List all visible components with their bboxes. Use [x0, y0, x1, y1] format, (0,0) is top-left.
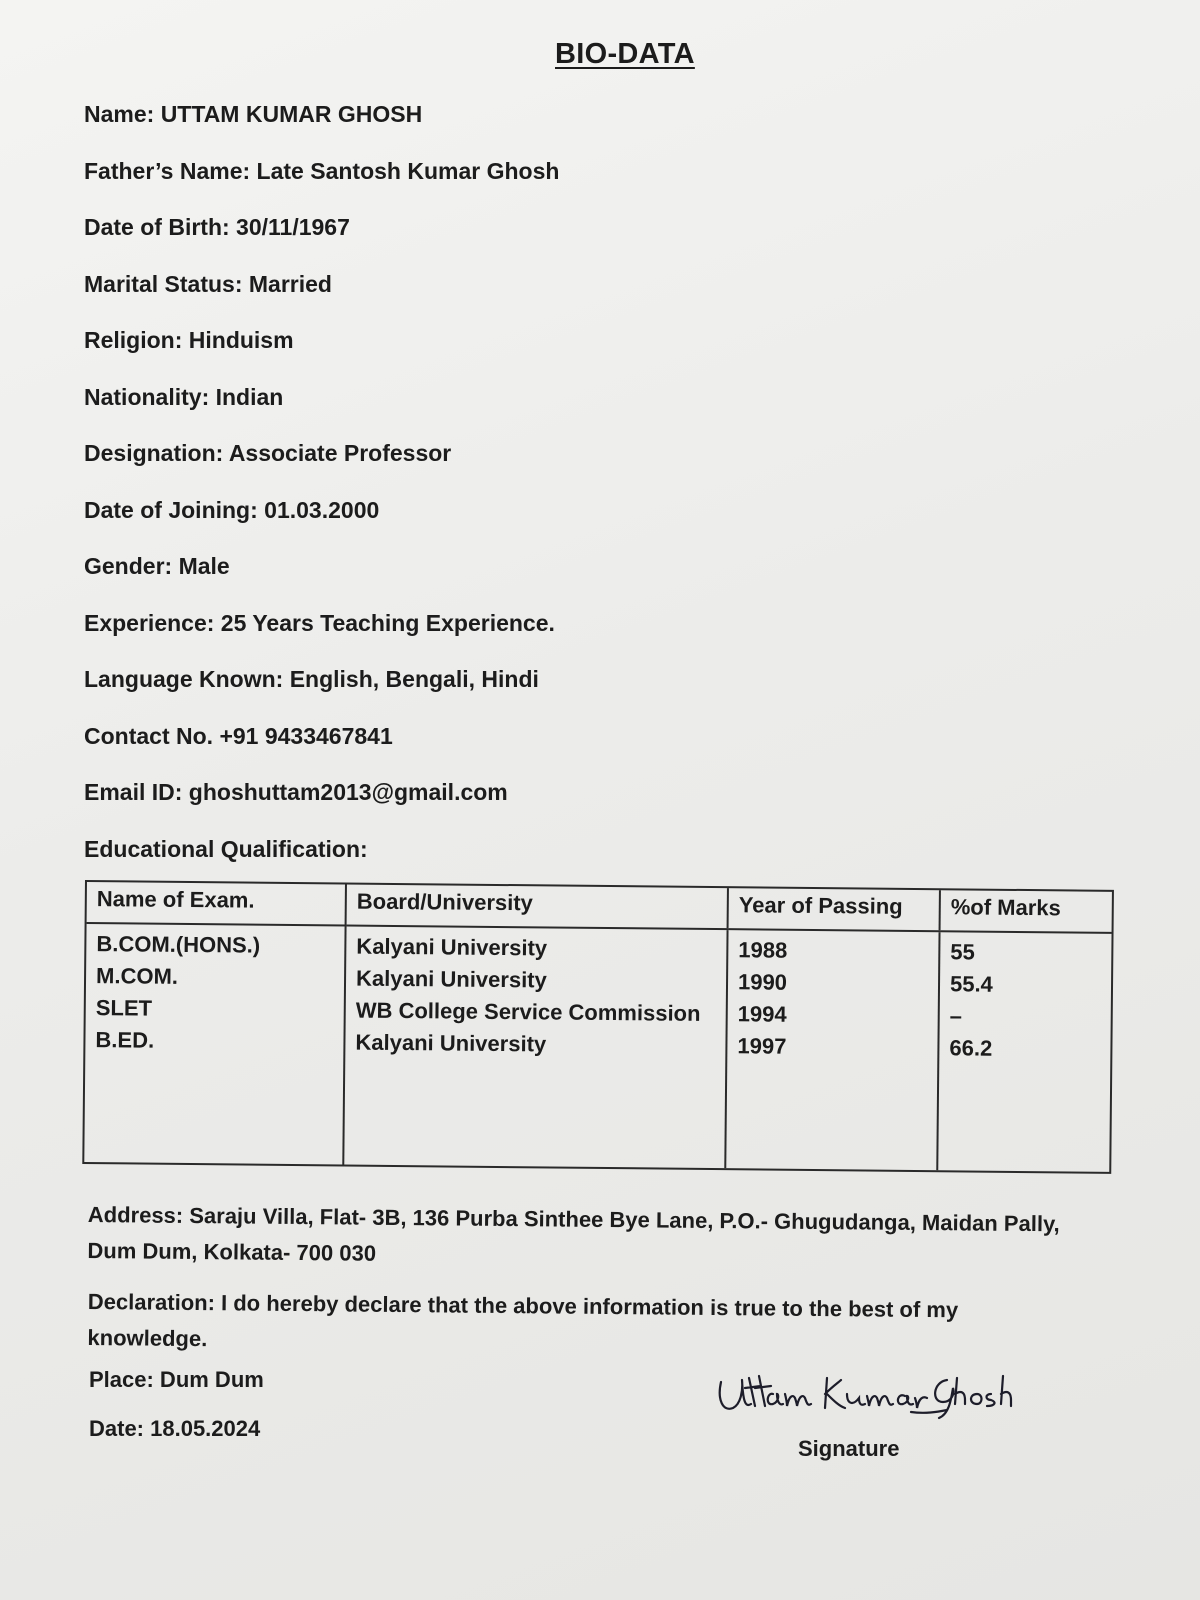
exam-cell: M.COM. [95, 963, 179, 989]
field-name: Name: UTTAM KUMAR GHOSH [84, 101, 423, 127]
field-education-heading: Educational Qualification: [84, 835, 368, 862]
exam-cell: SLET [95, 995, 153, 1021]
board-cell: WB College Service Commission [355, 997, 701, 1026]
field-fathers-name: Father’s Name: Late Santosh Kumar Ghosh [84, 157, 560, 184]
field-religion: Religion: Hinduism [84, 327, 294, 353]
field-email: Email ID: ghoshuttam2013@gmail.com [84, 779, 508, 805]
header-marks: %of Marks [940, 890, 1112, 933]
field-designation: Designation: Associate Professor [84, 440, 452, 466]
handwritten-signature [715, 1370, 1015, 1420]
year-cell: 1997 [737, 1033, 787, 1059]
board-cell: Kalyani University [355, 1029, 547, 1057]
signature-label: Signature [798, 1436, 900, 1461]
header-board: Board/University [346, 885, 728, 930]
field-contact: Contact No. +91 9433467841 [84, 722, 393, 749]
declaration-text: Declaration: I do hereby declare that the above information is true to the best of my knowledge. [87, 1288, 959, 1352]
marks-cell: 55.4 [949, 971, 993, 997]
exam-column [84, 923, 345, 1164]
board-cell: Kalyani University [356, 933, 548, 961]
marks-column [937, 931, 1111, 1172]
marks-cell: – [949, 1003, 963, 1029]
field-date-of-joining: Date of Joining: 01.03.2000 [84, 496, 380, 523]
exam-cell: B.ED. [95, 1027, 155, 1053]
marks-cell: 66.2 [949, 1035, 993, 1061]
exam-cell: B.COM.(HONS.) [96, 931, 261, 958]
marks-cell: 55 [950, 939, 975, 965]
address-text: Address: Saraju Villa, Flat- 3B, 136 Purba Sinthee Bye Lane, P.O.- Ghugudanga, Maidan Pally, Dum Dum, Kolkata- 700 030 [87, 1201, 1060, 1266]
field-date-of-birth: Date of Birth: 30/11/1967 [84, 214, 350, 240]
table-body-row [84, 923, 1111, 1172]
header-year: Year of Passing [728, 888, 940, 931]
place-text: Place: Dum Dum [89, 1367, 264, 1392]
field-experience: Experience: 25 Years Teaching Experience. [84, 609, 555, 636]
year-column [725, 929, 939, 1170]
field-languages: Language Known: English, Bengali, Hindi [84, 666, 539, 692]
header-exam: Name of Exam. [87, 882, 346, 925]
page-title: BIO-DATA [555, 38, 695, 70]
board-column [343, 926, 727, 1169]
field-nationality: Nationality: Indian [84, 383, 284, 410]
field-gender: Gender: Male [84, 553, 230, 579]
board-cell: Kalyani University [355, 965, 547, 993]
date-text: Date: 18.05.2024 [89, 1416, 261, 1441]
year-cell: 1994 [737, 1001, 787, 1027]
personal-details [84, 96, 559, 887]
education-table [82, 880, 1114, 1174]
year-cell: 1988 [738, 937, 788, 963]
year-cell: 1990 [737, 969, 788, 995]
field-marital-status: Marital Status: Married [84, 270, 332, 297]
